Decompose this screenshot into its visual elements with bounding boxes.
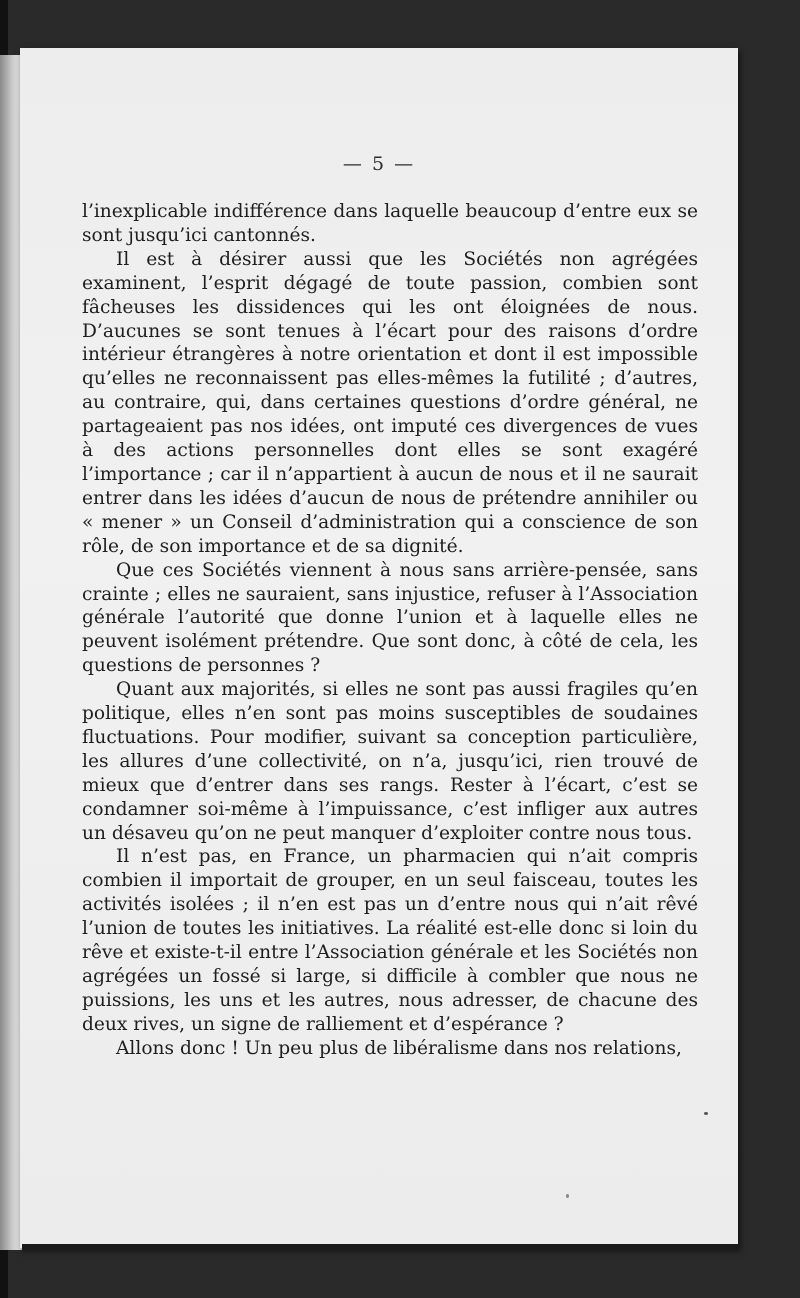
- paragraph-5: Il n’est pas, en France, un pharmacien qui n’ait compris combien il importait de grouper, en un seul faisceau, toutes les activités isolées ; il n’en est pas un d’entre nous qui n’ait rêvé l’union de toutes les initiatives. La réalité est-elle donc si loin du rêve et existe-t-il entre l’Association générale et les Sociétés non agrégées un fossé si large, si difficile à combler que nous ne puissions, les uns et les autres, nous adresser, de chacune des deux rives, un signe de ralliement et d’espérance ?: [82, 846, 698, 1035]
- paragraph-2: Il est à désirer aussi que les Sociétés non agrégées examinent, l’esprit dégagé de toute passion, combien sont fâcheuses les dissidences qui les ont éloignées de nous. D’aucunes se sont tenues à l’écart pour des raisons d’ordre intérieur étrangères à notre orientation et dont il est impossible qu’elles ne reconnaissent pas elles-mêmes la futilité ; d’autres, au contraire, qui, dans certaines questions d’ordre général, ne partageaient pas nos idées, ont imputé ces divergences de vues à des actions personnelles dont elles se sont exagéré l’importance ; car il n’appartient à aucun de nous et il ne saurait entrer dans les idées d’aucun de nous de prétendre annihiler ou « mener » un Conseil d’administration qui a conscience de son rôle, de son importance et de sa dignité.: [82, 248, 698, 557]
- paragraph-3: Que ces Sociétés viennent à nous sans arrière-pensée, sans crainte ; elles ne sauraient, sans injustice, refuser à l’Association générale l’autorité que donne l’union et à laquelle elles ne peuvent isolément prétendre. Que sont donc, à côté de cela, les questions de personnes ?: [82, 559, 698, 677]
- paragraph-6: Allons donc ! Un peu plus de libéralisme dans nos relations,: [116, 1037, 682, 1059]
- paragraph-4: Quant aux majorités, si elles ne sont pas aussi fragiles qu’en politique, elles n’en sont pas moins susceptibles de soudaines fluctuations. Pour modifier, suivant sa conception particulière, les allures d’une collectivité, on n’a, jusqu’ici, rien trouvé de mieux que d’entrer dans ses rangs. Rester à l’écart, c’est se condamner soi-même à l’impuissance, c’est infliger aux autres un désaveu qu’on ne peut manquer d’exploiter contre nous tous.: [82, 679, 698, 844]
- document-page: [20, 48, 738, 1248]
- page-number: — 5 —: [342, 153, 416, 175]
- paragraph-1: l’inexplicable indifférence dans laquelle beaucoup d’entre eux se sont jusqu’ici cantonnés.: [82, 201, 698, 246]
- paper-speck: [704, 1112, 708, 1115]
- body-text: [82, 200, 698, 1061]
- previous-page-edge: [0, 55, 22, 1250]
- page-bottom-edge: [22, 1244, 738, 1250]
- paper-speck: [566, 1194, 569, 1198]
